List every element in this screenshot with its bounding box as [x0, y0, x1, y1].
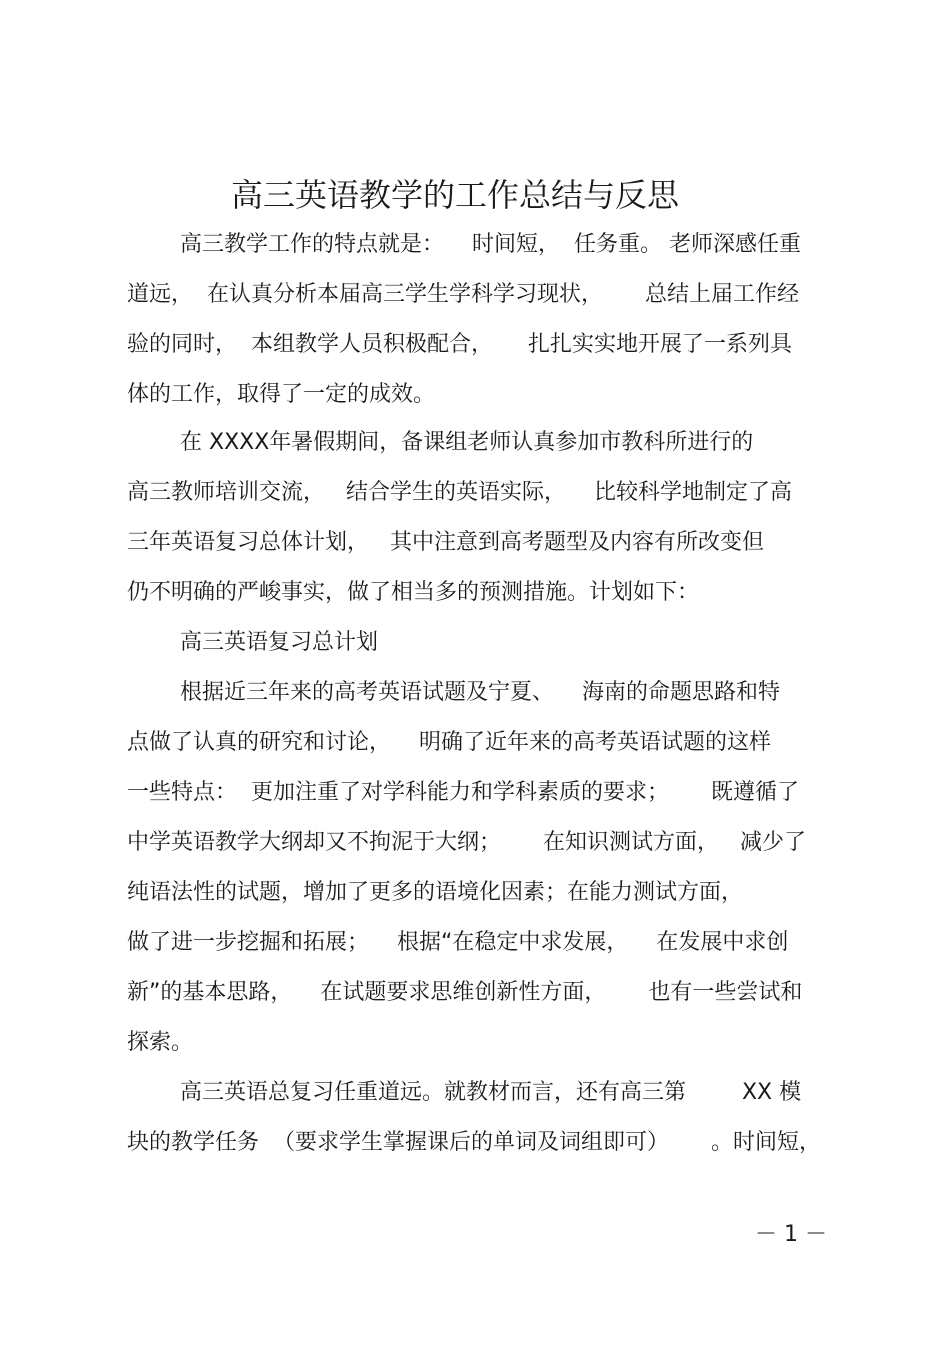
text-line: 高三英语总复习任重道远。就教材而言，还有高三第 XX 模: [180, 1080, 802, 1105]
text-line: 根据近三年来的高考英语试题及宁夏、 海南的命题思路和特: [180, 680, 780, 705]
text-line: 做了进一步挖掘和拓展； 根据“在稳定中求发展， 在发展中求创: [127, 930, 789, 955]
text-line: 仍不明确的严峻事实，做了相当多的预测措施。计划如下：: [127, 580, 700, 605]
text-line: 在 XXXX年暑假期间，备课组老师认真参加市教科所进行的: [180, 430, 754, 455]
section-heading: 高三英语复习总计划: [180, 630, 379, 655]
text-line: 中学英语教学大纲却又不拘泥于大纲； 在知识测试方面， 减少了: [127, 830, 806, 855]
text-line: 道远， 在认真分析本届高三学生学科学习现状， 总结上届工作经: [127, 282, 799, 307]
text-line: 点做了认真的研究和讨论， 明确了近年来的高考英语试题的这样: [127, 730, 771, 755]
text-line: 高三教师培训交流， 结合学生的英语实际， 比较科学地制定了高: [127, 480, 792, 505]
text-line: 验的同时， 本组教学人员积极配合， 扎扎实实地开展了一系列具: [127, 332, 792, 357]
text-line: 新”的基本思路， 在试题要求思维创新性方面， 也有一些尝试和: [127, 980, 803, 1005]
text-line: 一些特点： 更加注重了对学科能力和学科素质的要求； 既遵循了: [127, 780, 799, 805]
document-title: 高三英语教学的工作总结与反思: [230, 176, 679, 214]
page-number: － 1 －: [755, 1222, 827, 1247]
text-line: 块的教学任务 （要求学生掌握课后的单词及词组即可） 。时间短，: [127, 1130, 821, 1155]
text-line: 探索。: [127, 1030, 194, 1055]
text-line: 三年英语复习总体计划， 其中注意到高考题型及内容有所改变但: [127, 530, 764, 555]
text-line: 体的工作，取得了一定的成效。: [127, 382, 436, 407]
text-line: 纯语法性的试题，增加了更多的语境化因素；在能力测试方面，: [127, 880, 744, 905]
text-line: 高三教学工作的特点就是： 时间短， 任务重。 老师深感任重: [180, 232, 801, 257]
